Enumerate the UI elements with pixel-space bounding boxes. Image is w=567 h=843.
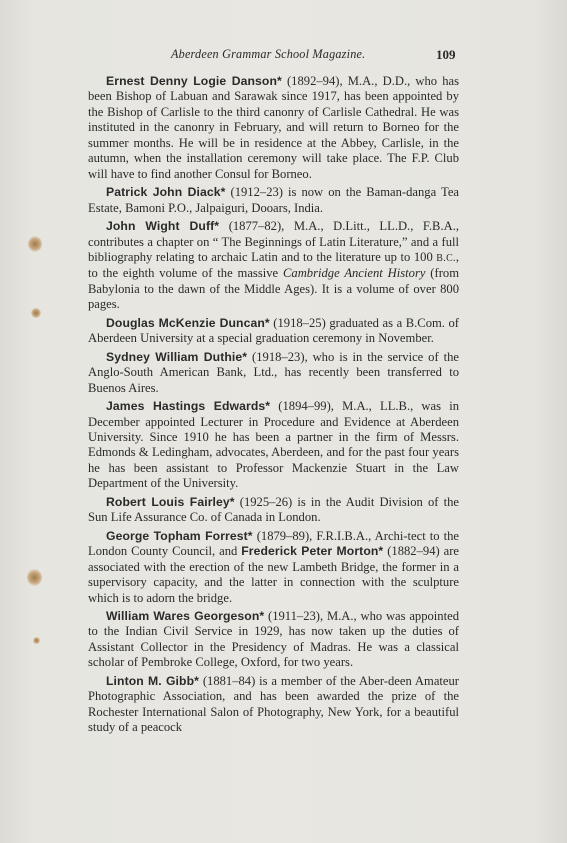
person-name: Linton M. Gibb*: [106, 673, 199, 688]
page-body: [88, 74, 459, 739]
paragraph-text: (1894–99), M.A., LL.B., was in December appointed Lecturer in Procedure and Evidence at Aberdeen University. Since 1910 he has been a partner in the firm of Messrs. Edmonds & Ledingham, advocates, Aberdeen, and for the past four years he has been assistant to Professor Mackenzie Stuart in the Law Department of the University.: [88, 399, 459, 491]
paragraph-text: (1877–82), M.A., D.Litt., LL.D., F.B.A., contributes a chapter on “ The Beginnings of Latin Literature,” and a full bibliography relating to archaic Latin and to the literature up to 100: [88, 219, 459, 264]
paragraph-text: (1911–23), M.A., who was appointed to the Indian Civil Service in 1929, has now taken up the duties of Assistant Collector in the Presidency of Madras. He was a classical scholar of Pembroke College, Oxford, for two years.: [88, 608, 459, 670]
paragraph-text: (1882–94) are associated with the erection of the new Lambeth Bridge, the former in a supervisory capacity, and the latter in connection with the sculpture which is to adorn the bridge.: [88, 544, 459, 605]
paragraph-georgeson: [88, 609, 459, 671]
foxing-spot: [27, 569, 42, 586]
paragraph-text: , to the eighth volume of the massive: [88, 249, 459, 281]
paragraph-duff: [88, 219, 459, 313]
paragraph-text: (1918–23), who is in the service of the Anglo-South American Bank, Ltd., has recently been transferred to Buenos Aires.: [88, 349, 459, 395]
paragraph-forrest: [88, 529, 459, 606]
paragraph-duncan: [88, 316, 459, 347]
paragraph-fairley: [88, 495, 459, 526]
foxing-spot: [28, 236, 42, 252]
foxing-spot: [31, 308, 41, 318]
paragraph-danson: [88, 74, 459, 182]
paragraph-text: (1918–25) graduated as a B.Com. of Aberdeen University at a special graduation ceremony in November.: [88, 315, 459, 346]
person-name: Robert Louis Fairley*: [106, 494, 235, 509]
person-name: George Topham Forrest*: [106, 528, 253, 543]
person-name: Sydney William Duthie*: [106, 349, 248, 364]
paragraph-gibb: [88, 674, 459, 736]
running-title: Aberdeen Grammar School Magazine.: [171, 47, 366, 61]
book-title: Cambridge Ancient History: [283, 266, 426, 281]
paragraph-text: (1925–26) is in the Audit Division of the Sun Life Assurance Co. of Canada in London.: [88, 494, 459, 525]
page-number: 109: [436, 47, 456, 62]
person-name: Douglas McKenzie Duncan*: [106, 315, 270, 330]
paragraph-diack: [88, 185, 459, 216]
paragraph-duthie: [88, 350, 459, 396]
person-name: John Wight Duff*: [106, 219, 220, 234]
foxing-spot: [33, 637, 40, 644]
small-caps-text: B.C.: [436, 252, 456, 264]
paragraph-text: (1912–23) is now on the Baman-danga Tea Estate, Bamoni P.O., Jalpaiguri, Dooars, India.: [88, 185, 459, 215]
person-name: Ernest Denny Logie Danson*: [106, 74, 282, 88]
page-header: [0, 47, 567, 65]
person-name: Frederick Peter Morton*: [241, 544, 384, 559]
person-name: William Wares Georgeson*: [106, 608, 265, 623]
person-name: Patrick John Diack*: [106, 185, 226, 200]
paragraph-text: (1879–89), F.R.I.B.A., Archi-tect to the London County Council, and: [88, 528, 459, 559]
paragraph-text: (1881–84) is a member of the Aber-deen Amateur Photographic Association, and has been awarded the prize of the Rochester International Salon of Photography, New York, for a beautiful study of a peacock: [88, 673, 459, 735]
paragraph-edwards: [88, 399, 459, 492]
paragraph-text: (1892–94), M.A., D.D., who has been Bishop of Labuan and Sarawak since 1917, has been appointed by the Bishop of Carlisle to the third canonry of Carlisle Cathedral. He was instituted in the canonry in February, and will return to Borneo for the summer months. He will be in residence at the Abbey, Carlisle, in the autumn, when the installation ceremony will take place. The F.P. Club will have to find another Consul for Borneo.: [88, 74, 459, 181]
person-name: James Hastings Edwards*: [106, 399, 271, 414]
paragraph-text: (from Babylonia to the dawn of the Middle Ages). It is a volume of over 800 pages.: [88, 266, 459, 312]
